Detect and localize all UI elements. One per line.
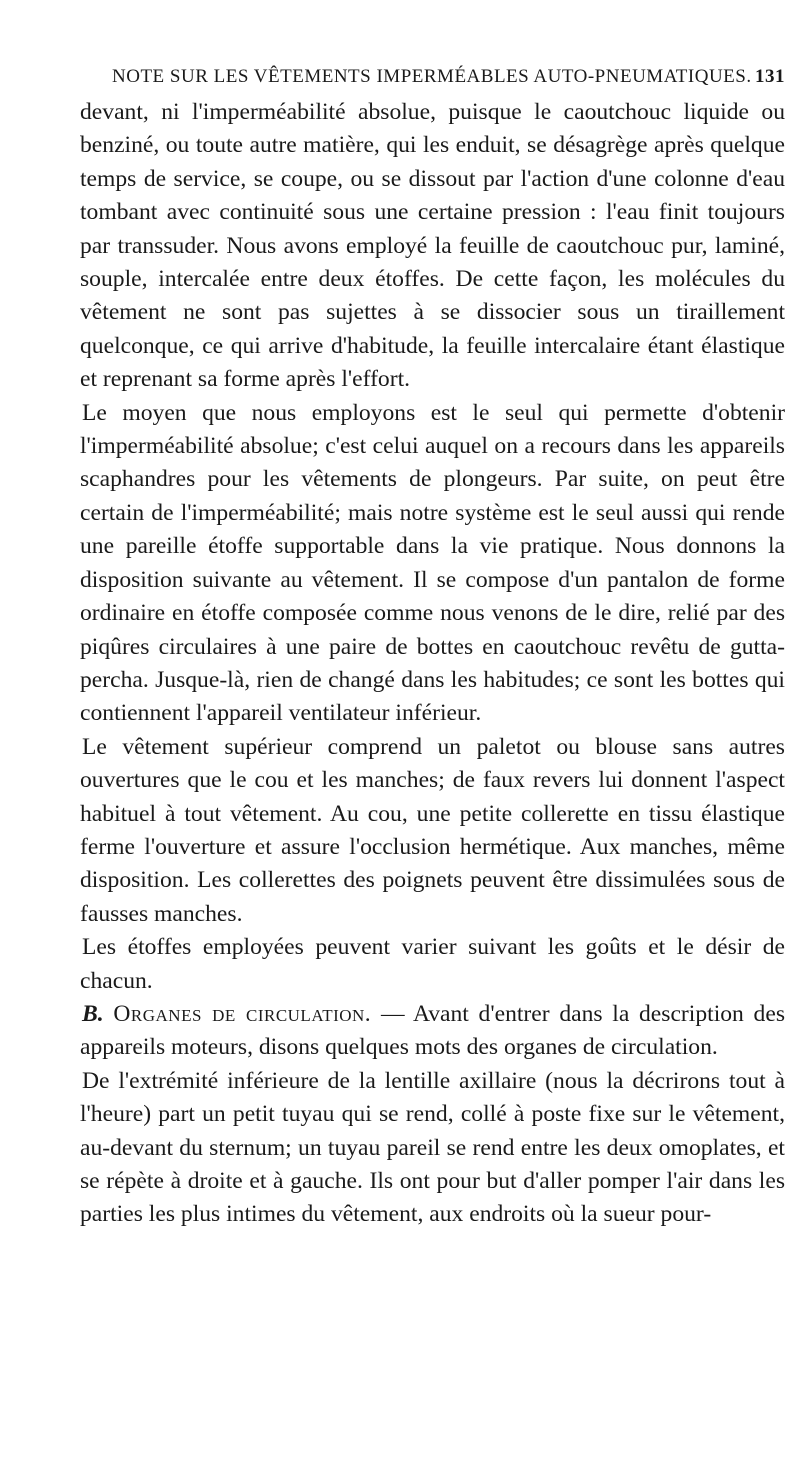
book-page: [80, 48, 785, 1232]
section-text: Avant d'entrer dans la description des appareils moteurs, disons quelques mots des organes de circulation.: [80, 1000, 785, 1061]
paragraph-1: devant, ni l'imperméabilité absolue, puisque le caoutchouc liquide ou benziné, ou toute autre matière, qui les enduit, se désagrège après quelque temps de service, se coupe, ou se dissout par l'action d'une colonne d'eau tombant avec continuité sous une certaine pression : l'eau finit toujours par transsuder. Nous avons employé la feuille de caoutchouc pur, laminé, souple, intercalée entre deux étoffes. De cette façon, les molécules du vêtement ne sont pas sujettes à se dissocier sous un tiraillement quelconque, ce qui arrive d'habitude, la feuille intercalaire étant élastique et reprenant sa forme après l'effort.: [80, 99, 785, 393]
page-number: 131: [755, 66, 785, 87]
section-heading: Organes de circulation.: [113, 1000, 372, 1027]
section-b: [80, 998, 785, 1065]
section-letter: B.: [82, 1000, 104, 1027]
running-head: [80, 48, 785, 88]
section-dash: —: [380, 1000, 405, 1027]
paragraph-closing: De l'extrémité inférieure de la lentille axillaire (nous la décrirons tout à l'heure) part un petit tuyau qui se rend, collé à poste fixe sur le vêtement, au-devant du sternum; un tuyau pareil se rend entre les deux omoplates, et se répète à droite et à gauche. Ils ont pour but d'aller pomper l'air dans les parties les plus intimes du vêtement, aux endroits où la sueur pour-: [80, 1067, 785, 1228]
paragraph-4: Les étoffes employées peuvent varier suivant les goûts et le désir de chacun.: [80, 934, 785, 994]
paragraph-3: Le vêtement supérieur comprend un paletot ou blouse sans autres ouvertures que le cou et les manches; de faux revers lui donnent l'aspect habituel à tout vêtement. Au cou, une petite collerette en tissu élastique ferme l'ouverture et assure l'occlusion hermétique. Aux manches, même disposition. Les collerettes des poignets peuvent être dissimulées sous de fausses manches.: [80, 733, 785, 927]
paragraph-2: Le moyen que nous employons est le seul qui permette d'obtenir l'imperméabilité absolue; c'est celui auquel on a recours dans les appareils scaphandres pour les vêtements de plongeurs. Par suite, on peut être certain de l'imperméabilité; mais notre système est le seul aussi qui rende une pareille étoffe supportable dans la vie pratique. Nous donnons la disposition suivante au vêtement. Il se compose d'un pantalon de forme ordinaire en étoffe composée comme nous venons de le dire, relié par des piqûres circulaires à une paire de bottes en caoutchouc revêtu de gutta-percha. Jusque-là, rien de changé dans les habitudes; ce sont les bottes qui contiennent l'appareil ventilateur inférieur.: [80, 399, 785, 727]
body-text: [80, 96, 785, 1232]
running-title: NOTE SUR LES VÊTEMENTS IMPERMÉABLES AUTO-PNEUMATIQUES.: [112, 66, 752, 87]
